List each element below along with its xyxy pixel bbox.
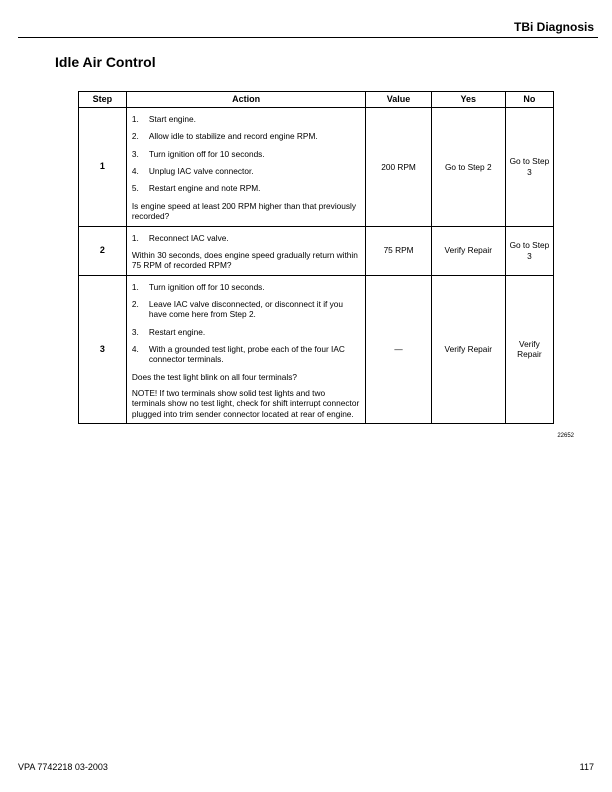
yes-cell: Verify Repair <box>431 226 505 275</box>
section-title: Idle Air Control <box>55 54 156 70</box>
action-item: 1. Start engine. <box>131 114 196 124</box>
action-note: NOTE! If two terminals show solid test lights and two terminals show no test light, check for shift interrupt connector plugged into trim sender connector located at rear of engine. <box>131 388 360 419</box>
diagnosis-table <box>78 91 554 424</box>
step-number: 3 <box>79 275 127 424</box>
action-item: 4. Unplug IAC valve connector. <box>131 166 254 177</box>
footer-doc-id: VPA 7742218 03-2003 <box>18 762 108 772</box>
table-row <box>79 226 554 275</box>
action-cell <box>126 275 366 424</box>
action-item: 2. Leave IAC valve disconnected, or disconnect it if you have come here from Step 2. <box>131 298 344 320</box>
no-cell: Go to Step 3 <box>505 226 553 275</box>
value-cell: 200 RPM <box>366 108 431 227</box>
action-question: Does the test light blink on all four terminals? <box>131 371 297 382</box>
col-value: Value <box>366 92 431 108</box>
table-header-row <box>79 92 554 108</box>
step-number: 1 <box>79 108 127 227</box>
table-row <box>79 275 554 424</box>
col-no: No <box>505 92 553 108</box>
action-cell <box>126 226 366 275</box>
action-item: 1. Turn ignition off for 10 seconds. <box>131 281 265 292</box>
header-title: TBi Diagnosis <box>513 20 594 34</box>
no-cell: Verify Repair <box>505 275 553 424</box>
table-row <box>79 108 554 227</box>
action-item: 1. Reconnect IAC valve. <box>131 232 229 243</box>
action-item: 3. Restart engine. <box>131 326 206 337</box>
action-question: Is engine speed at least 200 RPM higher than that previously recorded? <box>131 200 357 222</box>
col-step: Step <box>79 92 127 108</box>
action-item: 2. Allow idle to stabilize and record engine RPM. <box>131 131 318 142</box>
value-cell: 75 RPM <box>366 226 431 275</box>
col-yes: Yes <box>431 92 505 108</box>
col-action: Action <box>126 92 366 108</box>
action-item: 3. Turn ignition off for 10 seconds. <box>131 148 265 159</box>
action-question: Within 30 seconds, does engine speed gradually return within 75 RPM of recorded RPM? <box>131 249 358 271</box>
action-item: 4. With a grounded test light, probe each of the four IAC connector terminals. <box>131 344 345 365</box>
value-cell: — <box>366 275 431 424</box>
no-cell: Go to Step 3 <box>505 108 553 227</box>
footer-page-number: 117 <box>579 762 594 772</box>
yes-cell: Verify Repair <box>431 275 505 424</box>
action-item: 5. Restart engine and note RPM. <box>131 183 261 194</box>
figure-code: 22652 <box>557 433 574 439</box>
yes-cell: Go to Step 2 <box>431 108 505 227</box>
action-cell <box>126 108 366 227</box>
step-number: 2 <box>79 226 127 275</box>
page-header <box>18 17 598 38</box>
